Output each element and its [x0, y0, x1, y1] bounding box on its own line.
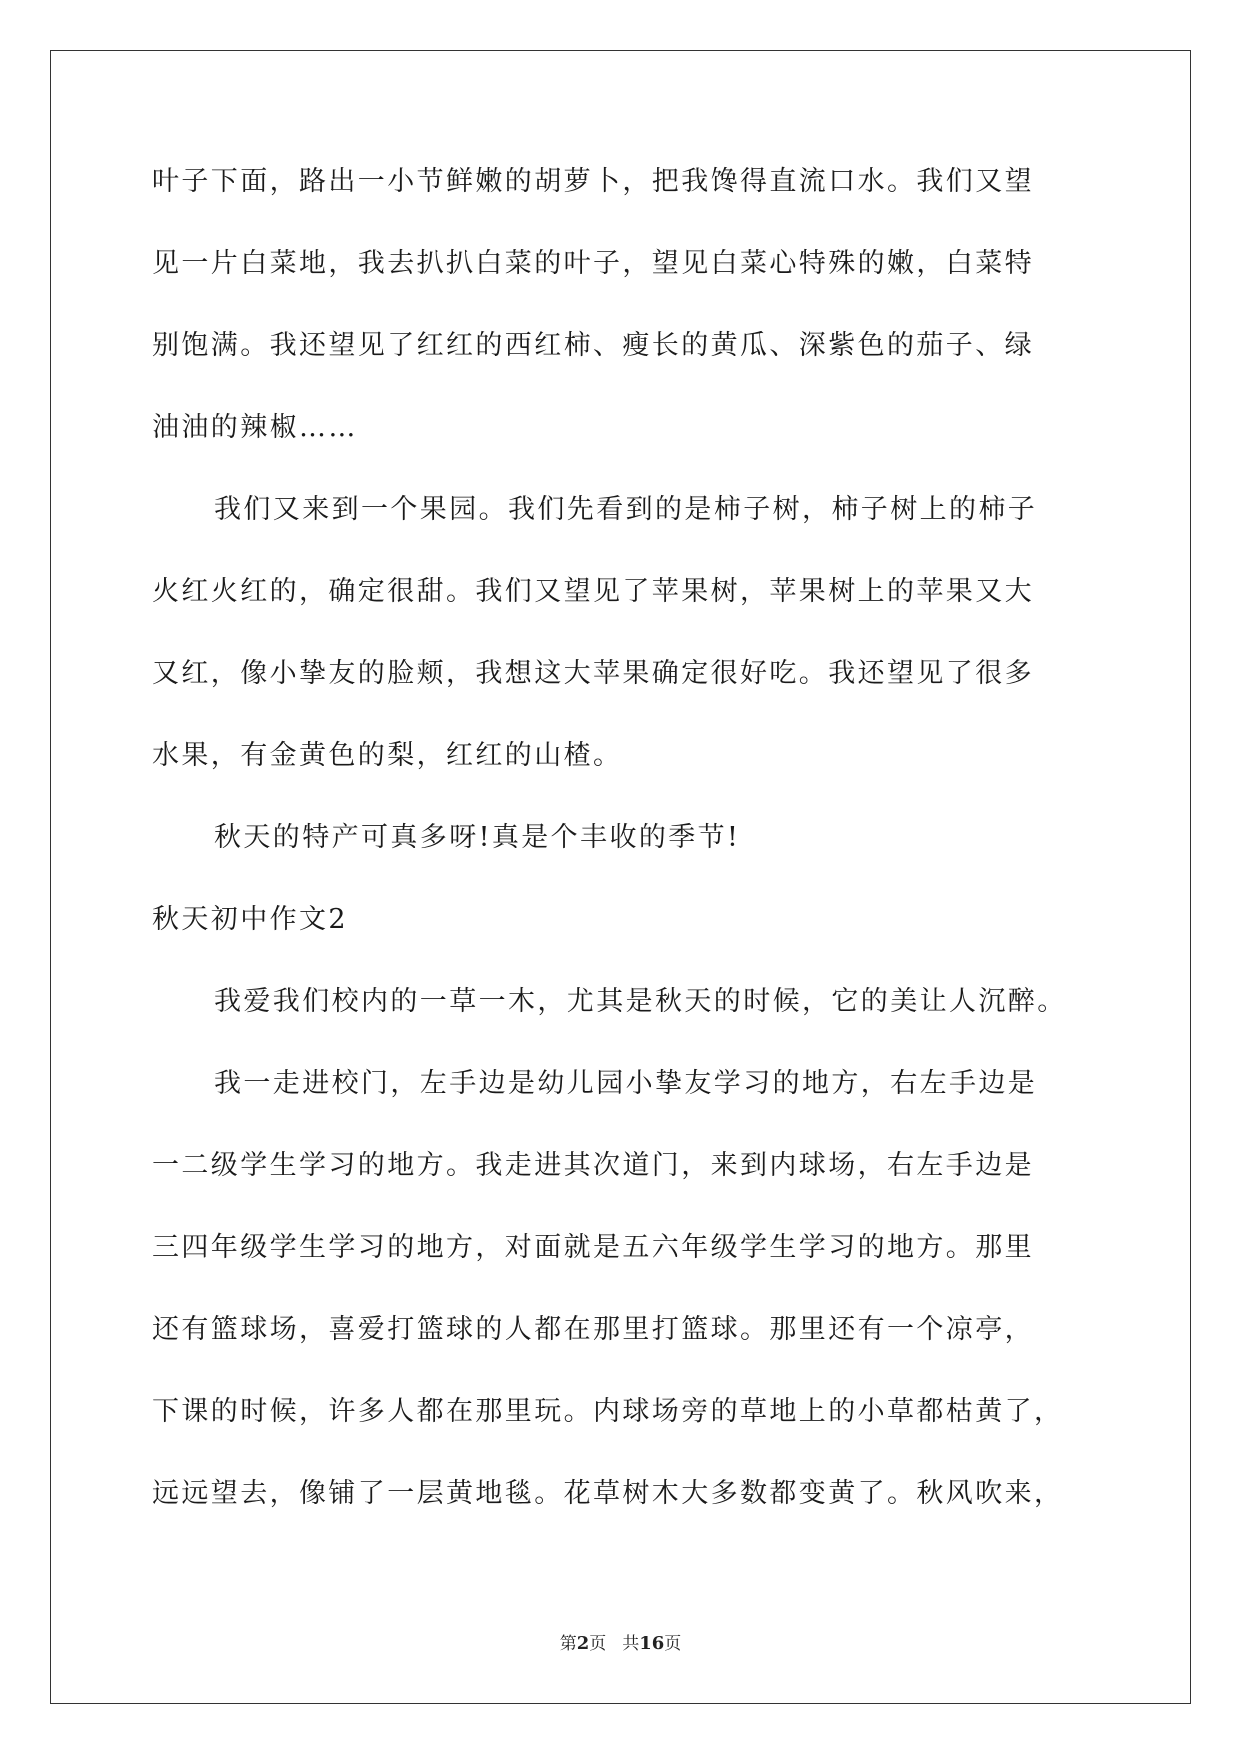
- total-suffix: 页: [664, 1634, 682, 1654]
- text-line: 一二级学生学习的地方。我走进其次道门，来到内球场，右左手边是: [152, 1150, 1034, 1181]
- text-line: 别饱满。我还望见了红红的西红柿、瘦长的黄瓜、深紫色的茄子、绿: [152, 330, 1034, 361]
- paragraph-start-line: 我一走进校门，左手边是幼儿园小挚友学习的地方，右左手边是: [214, 1068, 1038, 1099]
- paragraph-start-line: 我爱我们校内的一草一木，尤其是秋天的时候，它的美让人沉醉。: [214, 986, 1067, 1017]
- text-line: 叶子下面，路出一小节鲜嫩的胡萝卜，把我馋得直流口水。我们又望: [152, 166, 1034, 197]
- document-body: [152, 158, 1098, 1552]
- page-footer: [0, 1629, 1241, 1654]
- text-line: 火红火红的，确定很甜。我们又望见了苹果树，苹果树上的苹果又大: [152, 576, 1034, 607]
- text-line: 三四年级学生学习的地方，对面就是五六年级学生学习的地方。那里: [152, 1232, 1034, 1263]
- section-title: 秋天初中作文2: [152, 904, 348, 935]
- paragraph-start-line: 我们又来到一个果园。我们先看到的是柿子树，柿子树上的柿子: [214, 494, 1038, 525]
- text-line: 油油的辣椒……: [152, 412, 358, 443]
- text-line: 水果，有金黄色的梨，红红的山楂。: [152, 740, 623, 771]
- text-line: 见一片白菜地，我去扒扒白菜的叶子，望见白菜心特殊的嫩，白菜特: [152, 248, 1034, 279]
- page-prefix: 第: [559, 1634, 577, 1654]
- text-line: 远远望去，像铺了一层黄地毯。花草树木大多数都变黄了。秋风吹来，: [152, 1478, 1064, 1509]
- text-line: 还有篮球场，喜爱打篮球的人都在那里打篮球。那里还有一个凉亭，: [152, 1314, 1034, 1345]
- text-line: 又红，像小挚友的脸颊，我想这大苹果确定很好吃。我还望见了很多: [152, 658, 1034, 689]
- page-suffix: 页: [589, 1634, 607, 1654]
- page-number: 2: [576, 1633, 590, 1654]
- paragraph-start-line: 秋天的特产可真多呀!真是个丰收的季节!: [214, 822, 741, 853]
- total-prefix: 共: [622, 1634, 640, 1654]
- text-line: 下课的时候，许多人都在那里玩。内球场旁的草地上的小草都枯黄了，: [152, 1396, 1064, 1427]
- total-pages: 16: [639, 1633, 665, 1654]
